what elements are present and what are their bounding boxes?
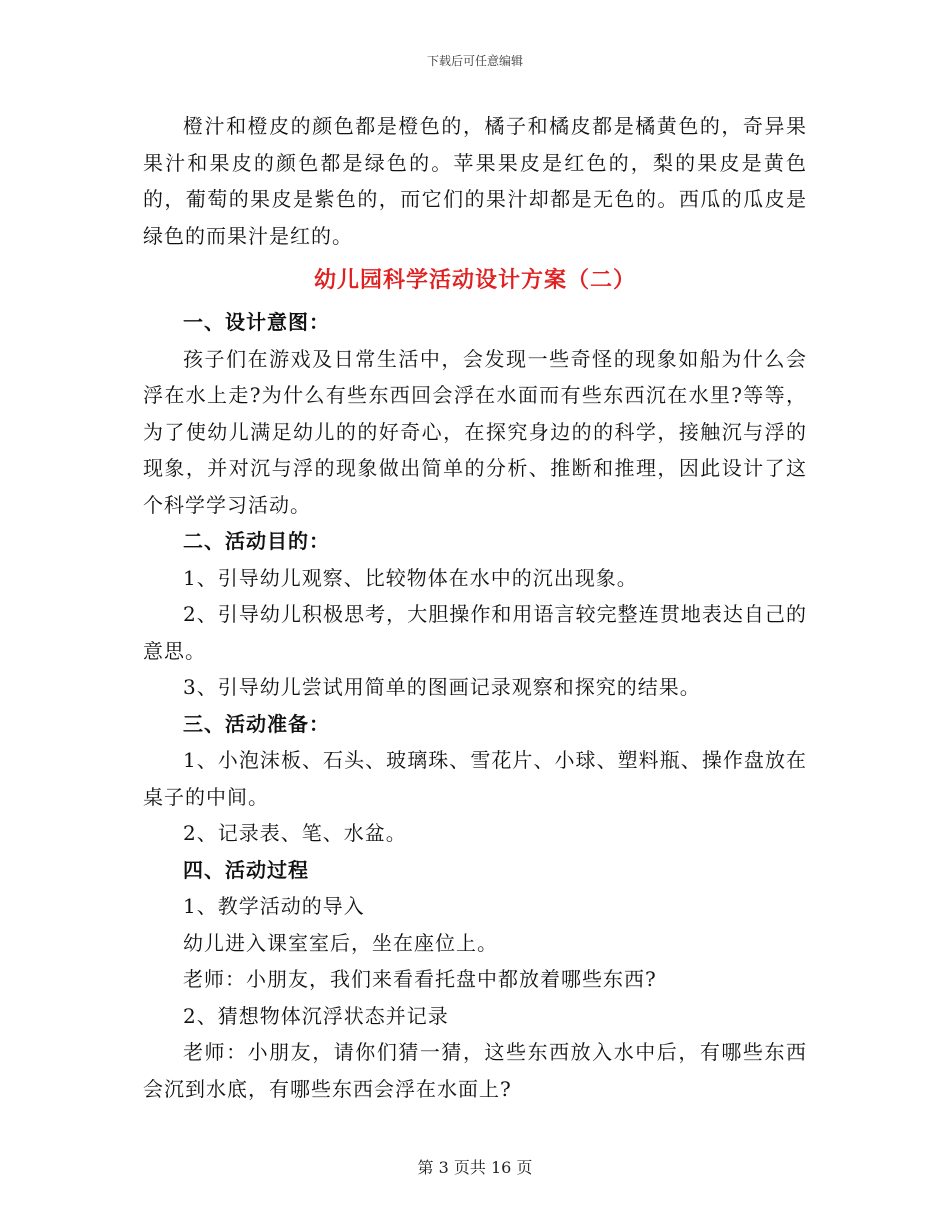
design-intent-heading: 一、设计意图：: [183, 310, 330, 334]
activity-prep-heading: 三、活动准备：: [183, 711, 330, 736]
prep-item-1: 1、小泡沫板、石头、玻璃珠、雪花片、小球、塑料瓶、操作盘放在桌子的中间。: [143, 748, 807, 809]
process-step-1: 1、教学活动的导入: [183, 894, 365, 918]
process-line-3: 老师：小朋友，请你们猜一猜，这些东西放入水中后，有哪些东西会沉到水底，有哪些东西会浮在水面上?: [143, 1040, 807, 1101]
intro-paragraph: 橙汁和橙皮的颜色都是橙色的，橘子和橘皮都是橘黄色的，奇异果果汁和果皮的颜色都是绿色的。苹果果皮是红色的，梨的果皮是黄色的，葡萄的果皮是紫色的，而它们的果汁却都是无色的。西瓜的瓜皮是绿色的而果汁是红的。: [143, 114, 807, 248]
design-intent-paragraph: 孩子们在游戏及日常生活中，会发现一些奇怪的现象如船为什么会浮在水上走?为什么有些东西回会浮在水面而有些东西沉在水里?等等，为了使幼儿满足幼儿的的好奇心，在探究身边的的科学，接触沉与浮的现象，并对沉与浮的现象做出简单的分析、推断和推理，因此设计了这个科学学习活动。: [143, 346, 807, 517]
document-body: [143, 108, 807, 1107]
goal-item-3: 3、引导幼儿尝试用简单的图画记录观察和探究的结果。: [183, 675, 701, 699]
process-line-2: 老师：小朋友，我们来看看托盘中都放着哪些东西?: [183, 967, 657, 991]
process-line-1: 幼儿进入课室室后，坐在座位上。: [183, 930, 498, 955]
page-header-note: 下载后可任意编辑: [426, 54, 523, 68]
activity-process-heading: 四、活动过程: [183, 857, 309, 882]
activity-goals-heading: 二、活动目的：: [183, 529, 330, 553]
goal-item-1: 1、引导幼儿观察、比较物体在水中的沉出现象。: [183, 565, 638, 590]
prep-item-2: 2、记录表、笔、水盆。: [183, 821, 407, 845]
page-number: 第 3 页共 16 页: [417, 1158, 533, 1177]
process-step-2: 2、猜想物体沉浮状态并记录: [183, 1003, 449, 1028]
goal-item-2: 2、引导幼儿积极思考，大胆操作和用语言较完整连贯地表达自己的意思。: [143, 602, 807, 663]
section-title: 幼儿园科学活动设计方案（二）: [313, 267, 636, 293]
